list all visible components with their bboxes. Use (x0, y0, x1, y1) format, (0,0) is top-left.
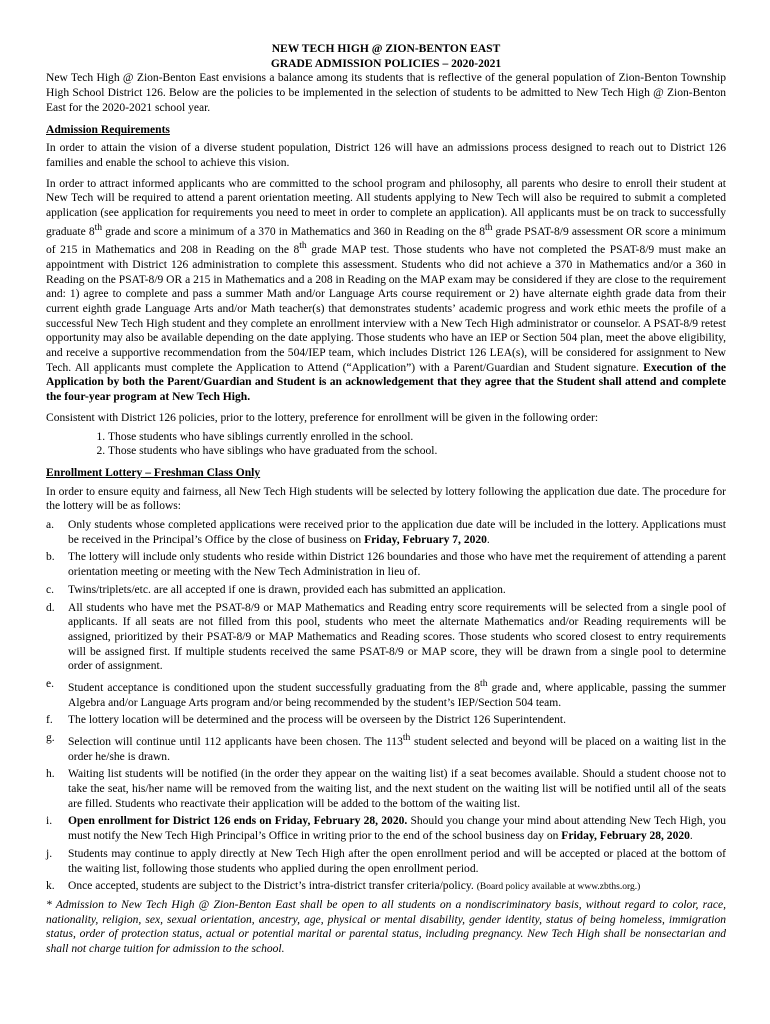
document-page (46, 42, 726, 957)
admission-paragraph-2 (46, 177, 726, 405)
list-item: e. Student acceptance is conditioned upon the student successfully graduating from the 8th grade and, where applicable, passing the summer Algebra and/or Language Arts program and/or being recommended by the student’s IEP/Section 504 team. (46, 678, 726, 709)
list-item: 2. Those students who have siblings who have graduated from the school. (108, 444, 726, 459)
item-letter: d. (46, 601, 55, 614)
item-text: Twins/triplets/etc. are all accepted if one is drawn, provided each has submitted an application. (68, 583, 506, 596)
lottery-heading: Enrollment Lottery – Freshman Class Only (46, 466, 261, 479)
sup-th: th (402, 732, 411, 744)
title-line-1: NEW TECH HIGH @ ZION-BENTON EAST (271, 43, 501, 55)
list-item (46, 550, 726, 579)
document-title (46, 42, 726, 71)
title-line-2: GRADE ADMISSION POLICIES – 2020-2021 (270, 57, 502, 70)
item-text: Students may continue to apply directly at New Tech High after the open enrollment period and will be accepted or placed at the bottom of the waiting list, following those students who applied during the open enrollment period. (68, 847, 726, 875)
item-letter: f. (46, 714, 53, 727)
item-text: Waiting list students will be notified (in the order they appear on the waiting list) if a seat becomes available. Should a student choose not to take the seat, his/her name will be removed from the waiting list, and the next student on the waiting list will be notified until all of the seats are filled. Students who reactivate their application will be added to the bottom of the waiting list. (68, 768, 726, 810)
sup-th: th (299, 240, 307, 252)
item-letter: e. (46, 678, 55, 691)
item-letter: g. (46, 732, 55, 745)
item-text: Should you change your mind about attending New Tech High, you must notify the New Tech High Principal’s Office in writing prior to the end of the school business day on (68, 815, 726, 843)
item-letter: h. (46, 768, 55, 781)
item-bold: Open enrollment for District 126 ends on Friday, February 28, 2020. (68, 815, 408, 828)
lottery-procedure-list (46, 518, 726, 895)
list-item (46, 879, 726, 895)
list-item: 1. Those students who have siblings currently enrolled in the school. (108, 430, 726, 445)
lottery-intro: In order to ensure equity and fairness, all New Tech High students will be selected by lottery following the application due date. The procedure for the lottery will be as follows: (46, 485, 726, 513)
item-date: Friday, February 7, 2020 (364, 533, 487, 546)
list-item: i. Open enrollment for District 126 ends on Friday, February 28, 2020. Should you change your mind about attending New Tech High, you must notify the New Tech High Principal’s Office in writing prior to the end of the school business day on Friday, February 28, 2020. (46, 815, 726, 843)
item-text: Once accepted, students are subject to the District’s intra-district transfer criteria/policy. (68, 880, 477, 893)
item-text: The lottery will include only students who reside within District 126 boundaries and those who have met the requirement of attending a parent orientation meeting or meeting with the New Tech Administration in lieu of. (68, 551, 727, 579)
list-item (46, 601, 726, 675)
item-letter: c. (46, 583, 55, 596)
item-text: All students who have met the PSAT-8/9 or MAP Mathematics and Reading entry score requirements will be selected from a single pool of applicants. If all seats are not filled from this pool, students who meet the alternate Mathematics and/or Reading requirements will be assigned, prioritized by their PSAT-8/9 or MAP Mathematics and Reading scores. Those students who scored closest to entry requirements will be assigned first. If multiple students received the same PSAT-8/9 or MAP score, they will be drawn from a single pool to determine order of assignment. (68, 601, 726, 673)
item-text: The lottery location will be determined and the process will be overseen by the District 126 Superintendent. (68, 714, 566, 727)
admission-paragraph-1: In order to attain the vision of a diverse student population, District 126 will have an admissions process designed to reach out to District 126 families and enable the school to achieve this vision. (46, 142, 726, 169)
list-item: g. Selection will continue until 112 applicants have been chosen. The 113th student selected and beyond will be placed on a waiting list in the order he/she is drawn. (46, 732, 726, 763)
list-item (46, 767, 726, 811)
sup-th: th (480, 678, 488, 690)
item-text: Student acceptance is conditioned upon the student successfully graduating from the 8 (68, 681, 481, 694)
p2-text-c: grade PSAT-8/9 assessment OR score a minimum of 215 in Mathematics and 208 in Reading on the 8 (46, 225, 726, 257)
p2-bold-statement: Execution of the Application by both the Parent/Guardian and Student is an acknowledgement that they agree that the Student shall attend and complete the four-year program at New Tech High. (46, 361, 726, 404)
item-date: Friday, February 28, 2020 (561, 830, 690, 843)
p2-text-d: grade MAP test. Those students who have not completed the PSAT-8/9 must make an appointment with District 126 administration to complete this assessment. Students who did not achieve a 370 in Mathematics and/or a 360 in Reading on the PSAT-8/9 OR a 215 in Mathematics and a 208 in Reading on the MAP exam may be considered if they are close to the requirement and: 1) agree to complete and pass a summer Math and/or Language Arts course requirement or 2) have alternate eighth grade data from their current eighth grade Language Arts and/or Math teacher(s) that demonstrates students’ academic progress and work ethic meets the profile of a successful New Tech High student and they complete an enrollment interview with a New Tech High administrator or counselor. A PSAT-8/9 retest opportunity may also be available depending on the date applying. Those students who have an IEP or Section 504 plan, meet the above eligibility, and receive a supportive recommendation from the 504/IEP team, which includes District 126 LEA(s), will be considered for assignment to New Tech. All applicants must complete the Application to Attend (“Application”) with a Parent/Guardian and Student signature. (46, 244, 727, 374)
list-item (46, 713, 726, 728)
list-item (46, 847, 726, 876)
admission-heading: Admission Requirements (46, 123, 170, 136)
p2-text-a: In order to attract informed applicants who are committed to the school program and philosophy, all parents who desire to enroll their student at New Tech will be required to attend a parent orientation meeting. All students applying to New Tech will also be required to submit a completed application (see application for requirements you need to meet in order to complete an application). All applicants must be on track to successfully graduate 8 (46, 177, 726, 238)
item-letter: b. (46, 551, 55, 564)
intro-paragraph: New Tech High @ Zion-Benton East envisions a balance among its students that is reflective of the general population of Zion-Benton Township High School District 126. Below are the policies to be implemented in the selection of students to be admitted to New Tech High @ Zion-Benton East for the 2020-2021 school year. (46, 72, 726, 114)
item-letter: j. (46, 847, 53, 860)
sup-th: th (484, 221, 493, 233)
item-letter: a. (46, 519, 55, 532)
preference-paragraph: Consistent with District 126 policies, prior to the lottery, preference for enrollment will be given in the following order: (46, 411, 599, 424)
item-letter: k. (46, 880, 55, 893)
list-item: a. Only students whose completed applications were received prior to the application due date will be included in the lottery. Applications must be received in the Principal’s Office by the close of business on Friday, February 7, 2020. (46, 519, 726, 546)
board-policy-note: (Board policy available at www.zbths.org.) (476, 882, 641, 893)
nondiscrimination-footnote: * Admission to New Tech High @ Zion-Benton East shall be open to all students on a nondiscriminatory basis, without regard to color, race, nationality, religion, sex, sexual orientation, ancestry, age, physical or mental disability, gender identity, status of being homeless, immigration status, order of protection status, actual or potential marital or parental status, including pregnancy. New Tech High shall be nonsectarian and shall not charge tuition for admission to the school. (46, 898, 726, 956)
list-item (46, 583, 726, 598)
preference-list (46, 430, 726, 459)
item-text: Selection will continue until 112 applicants have been chosen. The 113 (68, 735, 403, 748)
sup-th: th (94, 221, 103, 233)
p2-text-b: grade and score a minimum of a 370 in Mathematics and 360 in Reading on the 8 (102, 225, 485, 238)
item-text: Only students whose completed applications were received prior to the application due date will be included in the lottery. Applications must be received in the Principal’s Office by the close of business on (68, 519, 726, 546)
item-letter: i. (46, 815, 53, 828)
